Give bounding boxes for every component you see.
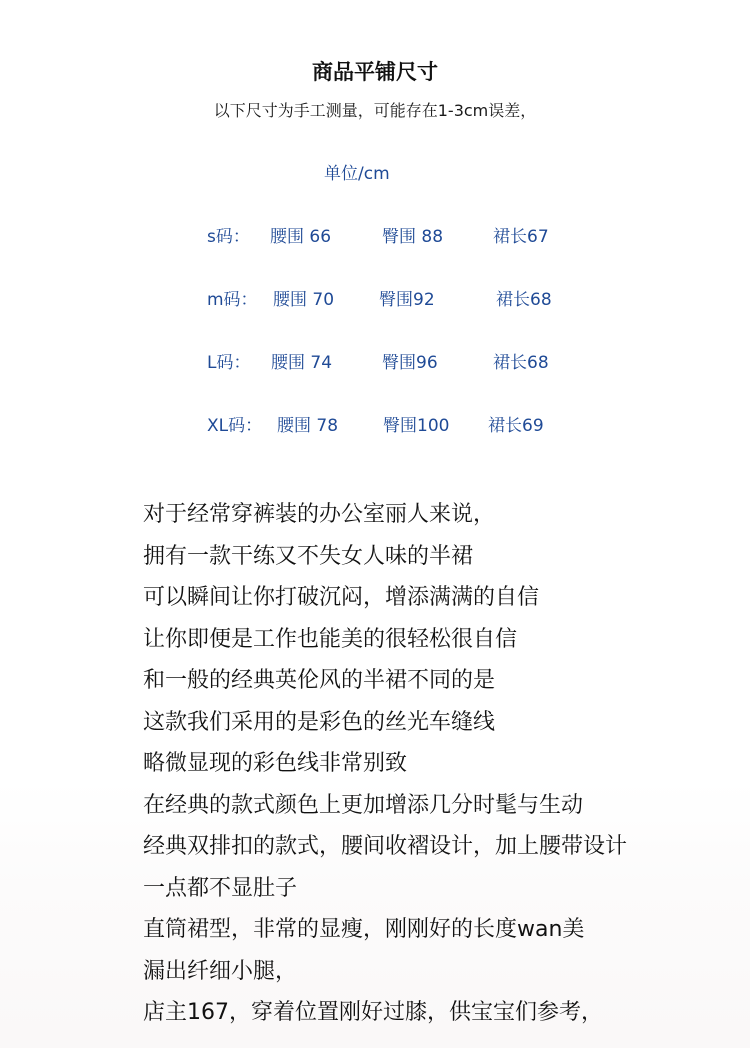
description-line: 在经典的款式颜色上更加增添几分时髦与生动 [143, 792, 584, 818]
length-value: 裙长68 [493, 353, 549, 373]
unit-label: 单位/cm [324, 164, 390, 184]
size-row-xl [0, 411, 750, 437]
description-line: 对于经常穿裤装的办公室丽人来说， [143, 502, 496, 527]
description-line: 漏出纤细小腿， [143, 958, 298, 984]
page-title: 商品平铺尺寸 [312, 60, 438, 84]
description-line: 拥有一款干练又不失女人味的半裙 [143, 543, 474, 569]
waist-value: 腰围 70 [273, 290, 335, 310]
size-label: m码： [207, 290, 258, 310]
description-line: 略微显现的彩色线非常别致 [143, 751, 408, 776]
waist-value: 腰围 78 [277, 416, 339, 436]
description-line: 和一般的经典英伦风的半裙不同的是 [143, 668, 496, 693]
size-row-s [0, 222, 750, 248]
size-label: XL码： [207, 416, 263, 436]
hip-value: 臀围92 [379, 290, 435, 310]
description-line: 让你即便是工作也能美的很轻松很自信 [143, 626, 518, 652]
waist-value: 腰围 74 [271, 353, 333, 373]
length-value: 裙长68 [496, 290, 552, 310]
product-description [143, 494, 723, 1034]
size-label: s码： [207, 227, 250, 247]
hip-value: 臀围96 [382, 353, 438, 373]
description-line: 经典双排扣的款式，腰间收褶设计，加上腰带设计 [143, 834, 628, 859]
description-line: 一点都不显肚子 [143, 875, 298, 901]
waist-value: 腰围 66 [270, 227, 332, 247]
description-line: 直筒裙型，非常的显瘦，刚刚好的长度wan美 [143, 917, 585, 942]
description-line: 店主167，穿着位置刚好过膝，供宝宝们参考， [143, 1000, 603, 1025]
length-value: 裙长67 [493, 227, 549, 247]
length-value: 裙长69 [488, 416, 544, 436]
hip-value: 臀围100 [383, 416, 450, 436]
hip-value: 臀围 88 [382, 227, 444, 247]
measurement-note: 以下尺寸为手工测量，可能存在1-3cm误差， [213, 101, 537, 120]
size-label: L码： [207, 353, 251, 373]
size-row-m [0, 285, 750, 311]
size-row-l [0, 348, 750, 374]
description-line: 这款我们采用的是彩色的丝光车缝线 [143, 709, 496, 735]
description-line: 可以瞬间让你打破沉闷，增添满满的自信 [143, 585, 540, 610]
